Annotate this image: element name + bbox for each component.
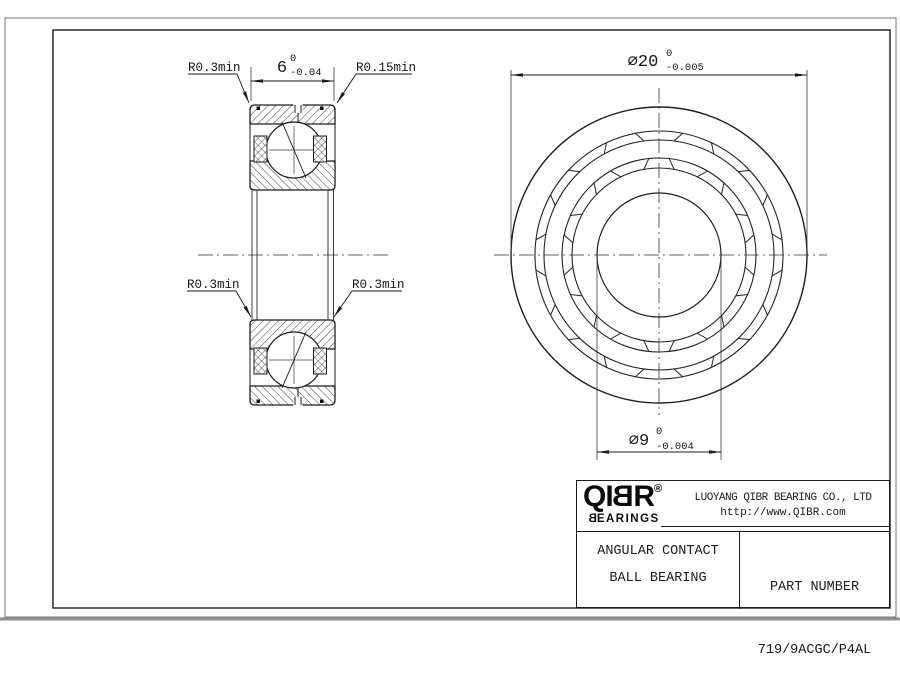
header-rule bbox=[661, 526, 889, 527]
od-dim-tol-upper: 0 bbox=[666, 48, 673, 60]
seal-groove-mark bbox=[320, 107, 324, 111]
title-block-header bbox=[577, 481, 889, 532]
seal-groove-mark bbox=[257, 107, 261, 111]
od-dim-tol-lower: -0.005 bbox=[666, 62, 704, 74]
width-dimension bbox=[251, 53, 334, 101]
front-view bbox=[494, 48, 827, 460]
leader-label: R0.3min bbox=[188, 61, 241, 75]
title-block-body bbox=[577, 532, 889, 658]
registered-mark-icon: ® bbox=[654, 483, 663, 495]
leader-mid-right bbox=[334, 278, 405, 317]
side-view bbox=[187, 53, 416, 406]
leader-mid-left bbox=[187, 278, 251, 317]
cage-top-right bbox=[314, 136, 327, 162]
leader-label: R0.3min bbox=[352, 278, 405, 292]
part-number-cell bbox=[740, 532, 889, 658]
company-logo bbox=[583, 482, 662, 526]
cage-bottom-right bbox=[314, 348, 327, 374]
product-line1: ANGULAR CONTACT bbox=[597, 544, 719, 559]
product-line2: BALL BEARING bbox=[609, 571, 707, 586]
leader-top-left bbox=[188, 61, 249, 103]
section-top bbox=[250, 104, 335, 190]
section-bottom bbox=[250, 320, 335, 406]
seal-groove-mark bbox=[257, 400, 261, 404]
cage-bottom-left bbox=[254, 348, 267, 374]
leader-label: R0.15min bbox=[356, 61, 417, 75]
product-name-cell bbox=[577, 532, 740, 609]
od-dim-value: ∅20 bbox=[627, 53, 659, 72]
width-dim-value: 6 bbox=[276, 59, 288, 78]
logo-wordmark: QIBR® bbox=[583, 480, 663, 513]
title-block bbox=[576, 480, 890, 658]
leader-label: R0.3min bbox=[187, 278, 240, 292]
company-website: http://www.QIBR.com bbox=[720, 507, 846, 519]
bore-dim-value: ∅9 bbox=[628, 432, 650, 451]
width-dim-tol-lower: -0.04 bbox=[290, 67, 322, 79]
company-name: LUOYANG QIBR BEARING CO., LTD bbox=[694, 492, 872, 504]
cage-top-left bbox=[254, 136, 267, 162]
bore-dim-tol-lower: -0.004 bbox=[656, 441, 694, 453]
leader-top-right bbox=[337, 61, 416, 103]
bore-dim-tol-upper: 0 bbox=[656, 426, 663, 438]
part-number-value: 719/9ACGC/P4AL bbox=[757, 643, 872, 658]
seal-groove-mark bbox=[320, 400, 324, 404]
logo-subtitle: BEARINGS bbox=[587, 513, 660, 525]
width-dim-tol-upper: 0 bbox=[290, 53, 297, 65]
company-info bbox=[677, 481, 889, 519]
part-number-label: PART NUMBER bbox=[769, 580, 860, 595]
